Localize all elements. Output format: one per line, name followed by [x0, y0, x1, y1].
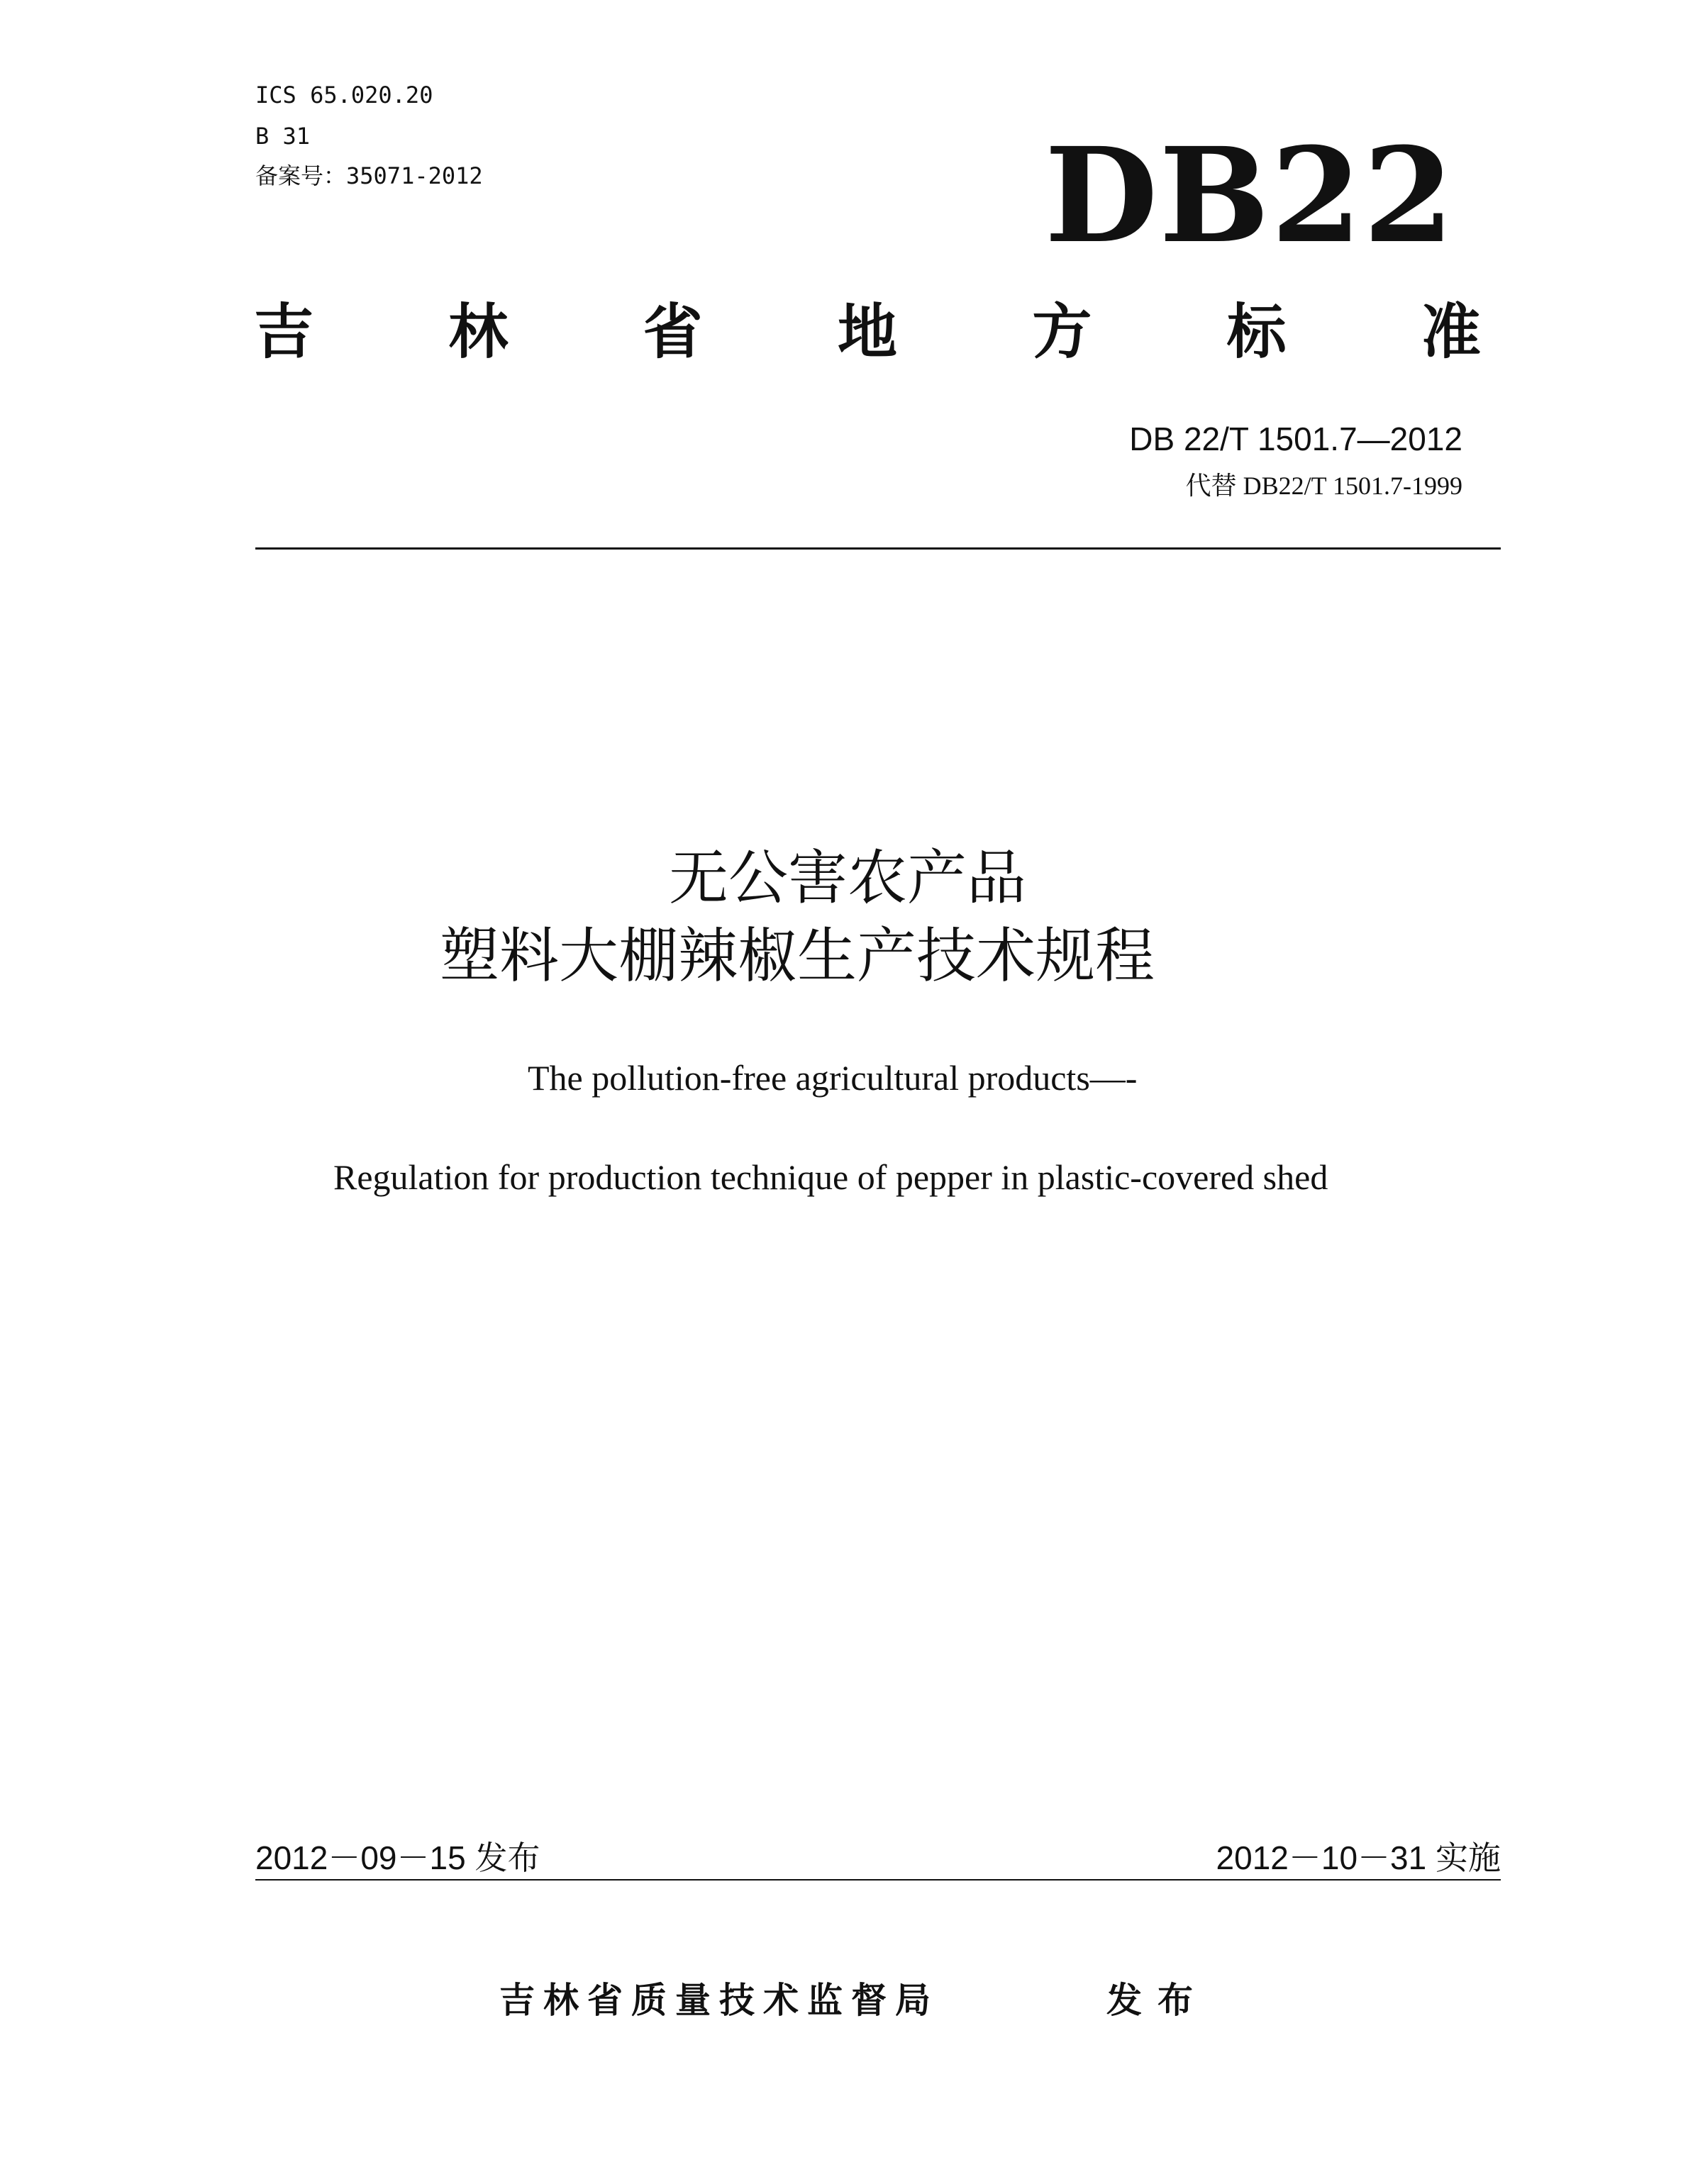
title-en-line2: Regulation for production technique of pepper in plastic-covered shed [333, 1157, 1328, 1197]
record-number: 备案号：35071-2012 [255, 162, 483, 189]
standard-number: DB 22/T 1501.7—2012 [1129, 420, 1462, 457]
standard-type-char: 方 [1032, 297, 1092, 367]
title-en-line1: The pollution-free agricultural products—- [528, 1058, 1138, 1098]
issue-date: 2012－09－15 发布 [255, 1839, 540, 1876]
ccs-code: B 31 [255, 123, 311, 150]
implementation-date: 2012－10－31 实施 [1216, 1839, 1501, 1876]
ics-code: ICS 65.020.20 [255, 82, 433, 108]
standard-type-char: 吉 [254, 297, 314, 367]
standard-type-char: 标 [1226, 297, 1287, 367]
title-cn-line2: 塑料大棚辣椒生产技术规程 [440, 921, 1155, 991]
standard-code-logo: DB22 [1044, 119, 1455, 272]
issuing-action: 发布 [1106, 1980, 1209, 2021]
standard-type-char: 省 [643, 297, 703, 367]
replaces-standard: 代替 DB22/T 1501.7-1999 [1185, 472, 1462, 500]
standard-type-char: 林 [448, 297, 509, 367]
standard-type-char: 准 [1421, 297, 1481, 367]
header-divider [255, 547, 1501, 550]
standard-type-char: 地 [837, 297, 897, 367]
issuing-authority: 吉林省质量技术监督局 [499, 1980, 939, 2021]
footer-divider [255, 1879, 1501, 1881]
title-cn-line1: 无公害农产品 [668, 843, 1026, 913]
standard-type-heading [254, 296, 1481, 367]
